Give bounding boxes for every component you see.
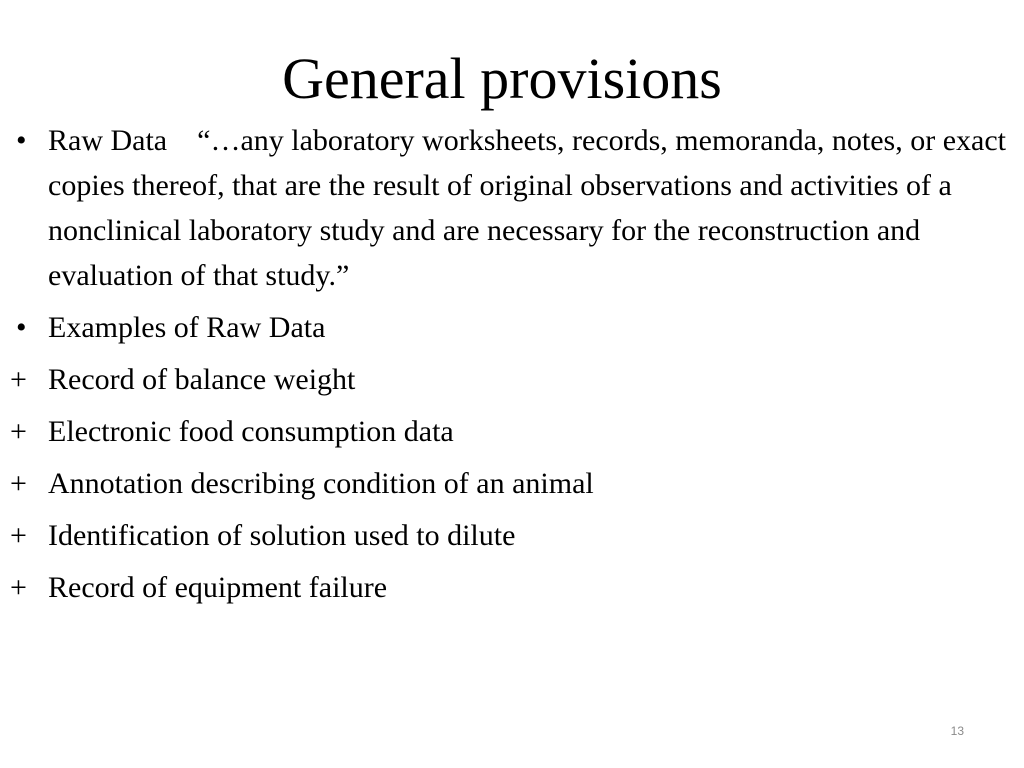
example-item (0, 357, 1010, 402)
example-item (0, 513, 1010, 558)
plus-marker: + (10, 363, 27, 396)
plus-marker: + (10, 415, 27, 448)
bullet-marker: • (16, 124, 27, 157)
slide-title: General provisions (282, 46, 722, 111)
definition-label: Raw Data (48, 124, 168, 157)
definition-text: “…any laboratory worksheets, records, memoranda, notes, or exact copies thereof, that are the result of original observations and activities of a nonclinical laboratory study and are necessary for the reconstruction and evaluation of that study.” (48, 124, 1006, 292)
plus-marker: + (10, 519, 27, 552)
example-text: Record of equipment failure (48, 571, 388, 604)
example-text: Annotation describing condition of an animal (48, 467, 594, 500)
example-item (0, 409, 1010, 454)
example-item (0, 461, 1010, 506)
examples-heading: Examples of Raw Data (48, 311, 326, 344)
definition-item (0, 118, 1010, 298)
plus-marker: + (10, 571, 27, 604)
example-text: Record of balance weight (48, 363, 356, 396)
bullet-marker: • (16, 311, 27, 344)
example-text: Identification of solution used to dilute (48, 519, 516, 552)
examples-heading-item (0, 305, 1010, 350)
example-text: Electronic food consumption data (48, 415, 454, 448)
example-item (0, 565, 1010, 610)
plus-marker: + (10, 467, 27, 500)
page-number: 13 (950, 724, 964, 738)
content-list (0, 118, 1010, 610)
